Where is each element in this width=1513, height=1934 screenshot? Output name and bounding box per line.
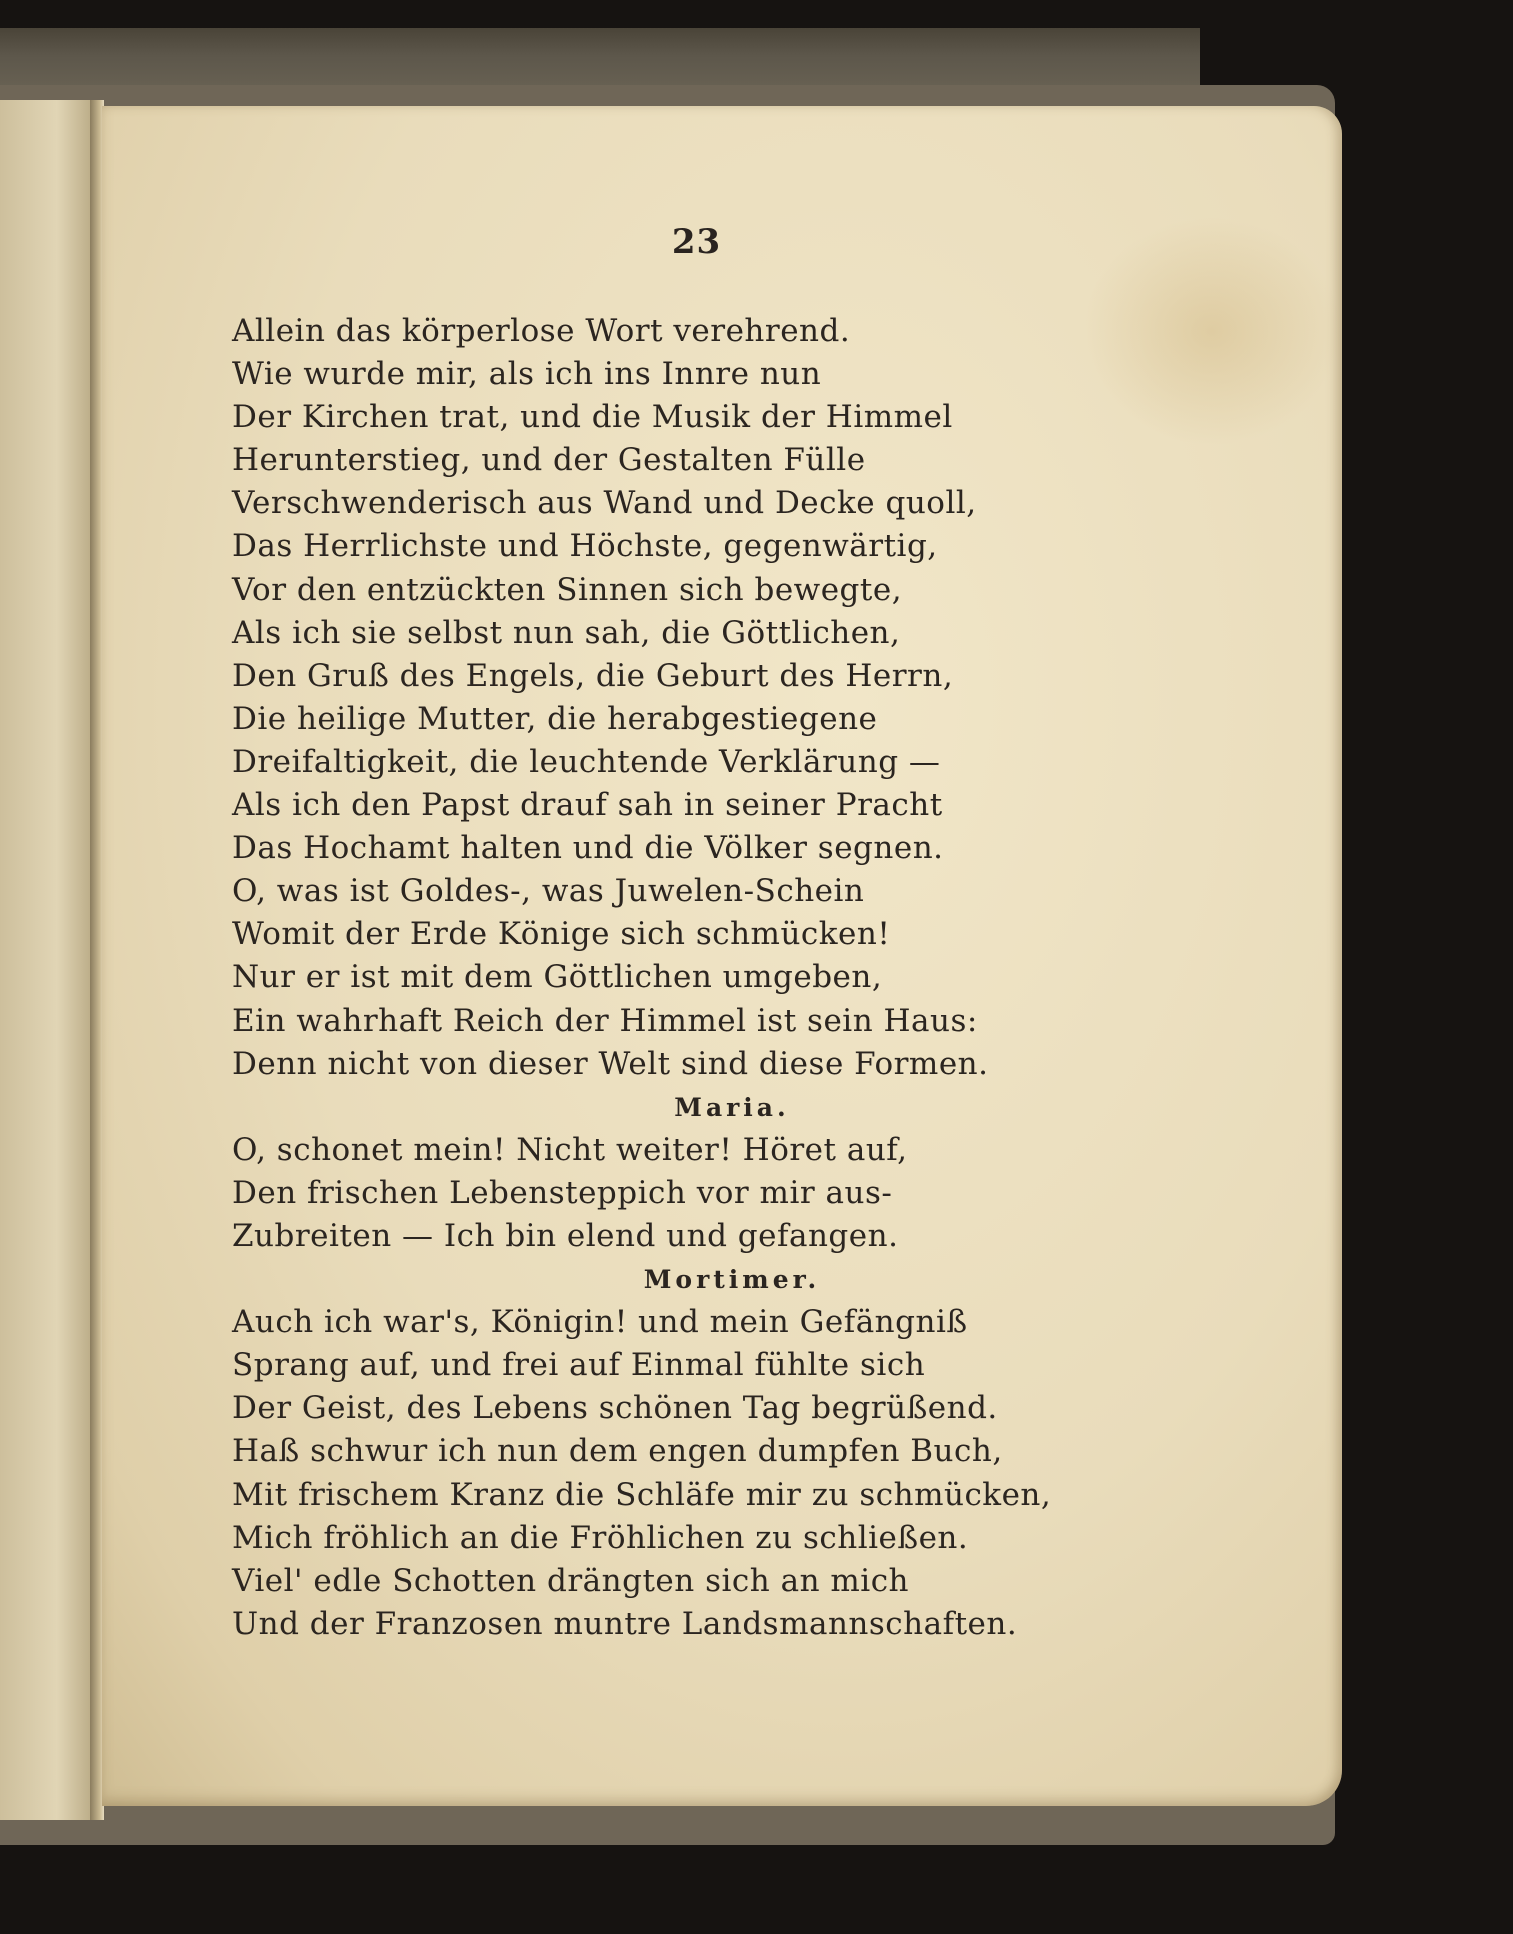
- verse-line: Als ich sie selbst nun sah, die Göttlichen,: [232, 614, 901, 651]
- verse-line: Verschwenderisch aus Wand und Decke quoll,: [232, 485, 977, 522]
- verse-line: Sprang auf, und frei auf Einmal fühlte sich: [232, 1347, 926, 1384]
- left-page-edge: [0, 100, 95, 1820]
- verse-line: Mit frischem Kranz die Schläfe mir zu schmücken,: [232, 1476, 1052, 1513]
- page-number: 23: [671, 222, 722, 262]
- page-text: [232, 310, 1232, 1646]
- verse-line: Mich fröhlich an die Fröhlichen zu schließen.: [232, 1519, 969, 1556]
- verse-line: Denn nicht von dieser Welt sind diese Formen.: [232, 1045, 989, 1082]
- verse-line: Viel' edle Schotten drängten sich an mich: [232, 1562, 910, 1599]
- verse-line: Das Hochamt halten und die Völker segnen.: [232, 830, 944, 867]
- verse-line: Herunterstieg, und der Gestalten Fülle: [232, 442, 866, 479]
- verse-line: Das Herrlichste und Höchste, gegenwärtig,: [232, 528, 938, 565]
- verse-line: O, was ist Goldes-, was Juwelen-Schein: [232, 873, 865, 910]
- verse-line: Nur er ist mit dem Göttlichen umgeben,: [232, 959, 883, 996]
- verse-line: Und der Franzosen muntre Landsmannschaften.: [232, 1605, 1018, 1642]
- verse-block-2: [232, 1129, 1232, 1258]
- verse-line: O, schonet mein! Nicht weiter! Höret auf,: [232, 1131, 908, 1168]
- verse-line: Der Geist, des Lebens schönen Tag begrüßend.: [232, 1390, 998, 1427]
- verse-line: Allein das körperlose Wort verehrend.: [232, 313, 851, 349]
- verse-line: Womit der Erde Könige sich schmücken!: [232, 916, 891, 953]
- verse-line: Dreifaltigkeit, die leuchtende Verklärung —: [232, 743, 941, 780]
- verse-line: Vor den entzückten Sinnen sich bewegte,: [232, 571, 903, 608]
- verse-block-1: [232, 310, 1232, 1086]
- verse-line: Auch ich war's, Königin! und mein Gefängniß: [232, 1304, 968, 1341]
- speaker-name-maria: Maria.: [674, 1092, 790, 1122]
- verse-line: Als ich den Papst drauf sah in seiner Pracht: [232, 787, 943, 824]
- speaker-name-mortimer: Mortimer.: [643, 1265, 821, 1295]
- verse-line: Die heilige Mutter, die herabgestiegene: [232, 700, 878, 737]
- verse-line: Haß schwur ich nun dem engen dumpfen Buch,: [232, 1433, 1003, 1470]
- verse-line: Ein wahrhaft Reich der Himmel ist sein Haus:: [232, 1002, 978, 1039]
- verse-line: Den Gruß des Engels, die Geburt des Herrn,: [232, 657, 954, 694]
- verse-block-3: [232, 1301, 1232, 1646]
- verse-line: Den frischen Lebensteppich vor mir aus-: [232, 1174, 893, 1211]
- verse-line: Der Kirchen trat, und die Musik der Himmel: [232, 399, 953, 436]
- verse-line: Zubreiten — Ich bin elend und gefangen.: [232, 1217, 899, 1254]
- verse-line: Wie wurde mir, als ich ins Innre nun: [232, 356, 822, 393]
